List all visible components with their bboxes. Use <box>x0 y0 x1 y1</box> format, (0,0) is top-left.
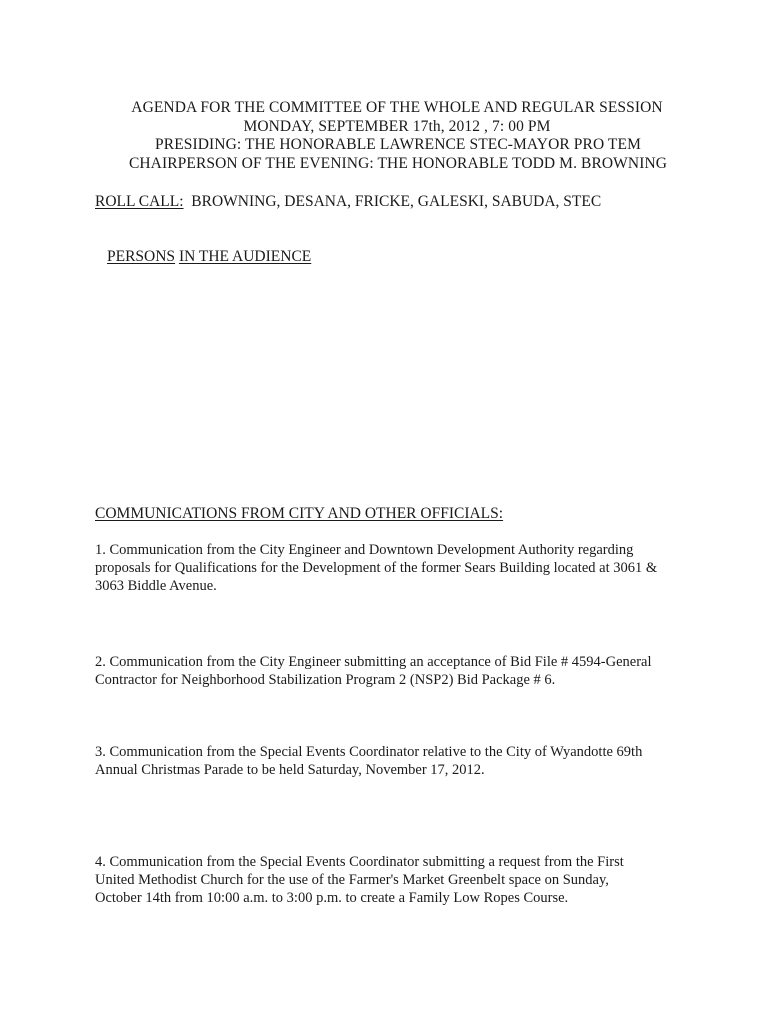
item-line: 3. Communication from the Special Events Coordinator relative to the City of Wyandotte 69th <box>95 744 643 760</box>
persons-in-audience-heading <box>107 248 311 266</box>
communication-item-4 <box>95 853 675 907</box>
item-line: 1. Communication from the City Engineer and Downtown Development Authority regarding <box>95 542 634 558</box>
roll-call-names: BROWNING, DESANA, FRICKE, GALESKI, SABUDA, STEC <box>183 193 602 210</box>
item-line: United Methodist Church for the use of the Farmer's Market Greenbelt space on Sunday, <box>95 872 609 888</box>
agenda-header <box>0 99 770 173</box>
communications-heading: COMMUNICATIONS FROM CITY AND OTHER OFFICIALS: <box>95 505 504 522</box>
meeting-date-time: MONDAY, SEPTEMBER 17th, 2012 , 7: 00 PM <box>243 117 551 135</box>
communication-item-2 <box>95 653 675 689</box>
roll-call <box>95 193 601 211</box>
item-line: 3063 Biddle Avenue. <box>95 578 217 594</box>
audience-word-persons: PERSONS <box>107 248 176 265</box>
agenda-title: AGENDA FOR THE COMMITTEE OF THE WHOLE AND REGULAR SESSION <box>131 99 663 116</box>
communication-item-3 <box>95 743 675 779</box>
item-line: 2. Communication from the City Engineer submitting an acceptance of Bid File # 4594-General <box>95 654 652 670</box>
item-line: Contractor for Neighborhood Stabilization Program 2 (NSP2) Bid Package # 6. <box>95 672 556 688</box>
item-line: Annual Christmas Parade to be held Saturday, November 17, 2012. <box>95 762 485 778</box>
chairperson-of-evening: CHAIRPERSON OF THE EVENING: THE HONORABLE TODD M. BROWNING <box>128 154 668 172</box>
item-line: October 14th from 10:00 a.m. to 3:00 p.m. to create a Family Low Ropes Course. <box>95 890 569 906</box>
roll-call-label: ROLL CALL: <box>95 193 184 210</box>
audience-word-rest: IN THE AUDIENCE <box>178 248 312 265</box>
item-line: 4. Communication from the Special Events Coordinator submitting a request from the First <box>95 854 624 870</box>
item-line: proposals for Qualifications for the Development of the former Sears Building located at 3061 & <box>95 560 658 576</box>
presiding-officer: PRESIDING: THE HONORABLE LAWRENCE STEC-MAYOR PRO TEM <box>155 136 641 153</box>
communication-item-1 <box>95 541 675 595</box>
